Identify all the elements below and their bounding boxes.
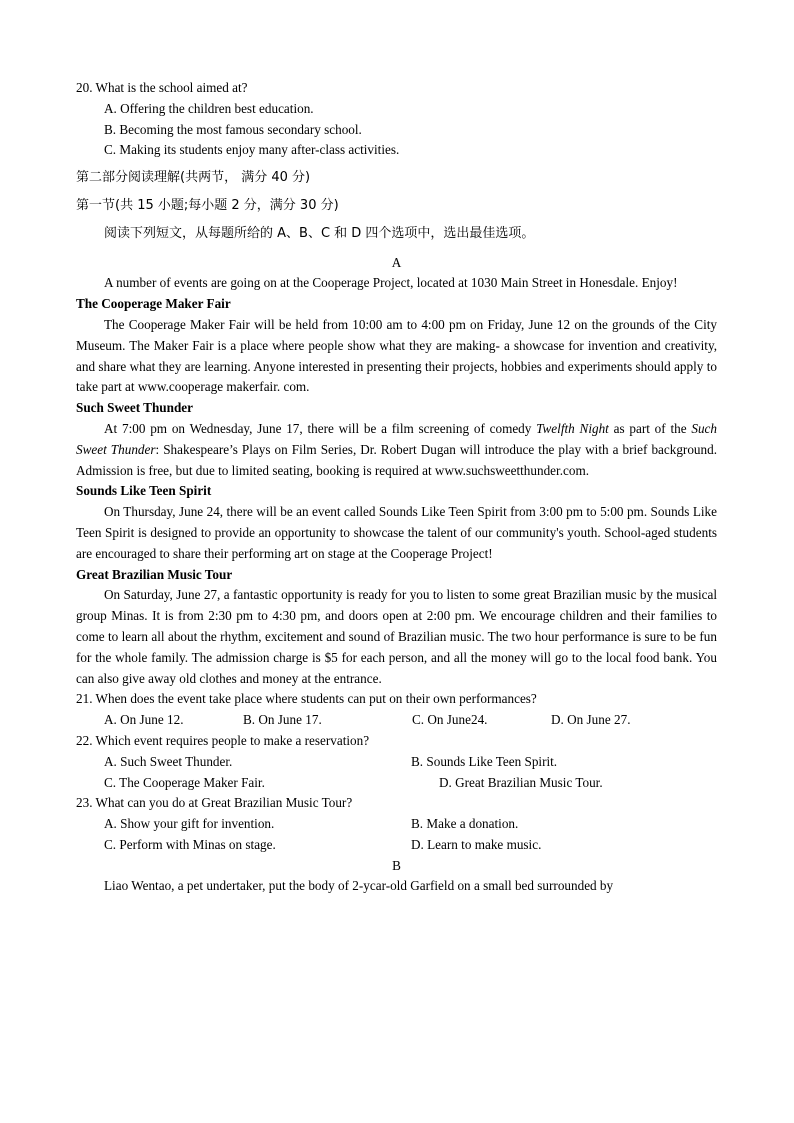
question-21: 21. When does the event take place where students can put on their own performances? [76, 691, 537, 707]
q22-option-b: B. Sounds Like Teen Spirit. [411, 753, 558, 769]
instructions: 阅读下列短文，从每题所给的 A、B、C 和 D 四个选项中，选出最佳选项。 [104, 225, 535, 241]
q22-option-a: A. Such Sweet Thunder. [104, 753, 233, 769]
question-23: 23. What can you do at Great Brazilian Music Tour? [76, 795, 353, 811]
q20-option-a: A. Offering the children best education. [104, 100, 314, 116]
q23-option-a: A. Show your gift for invention. [104, 816, 275, 832]
twelfth-night-title: Twelfth Night [536, 420, 609, 436]
question-22: 22. Which event requires people to make a reservation? [76, 732, 370, 748]
event-text-maker-fair: The Cooperage Maker Fair will be held from 10:00 am to 4:00 pm on Friday, June 12 on the grounds of the City Museum. The Maker Fair is a place where people show what they are making- a showcase for invention and creativity, and share what they are learning. Anyone interested in presenting their projects, hobbies and experiments should apply to take part at www.cooperage makerfair. com. [76, 316, 717, 395]
q21-options [76, 710, 717, 731]
event-title-teen-spirit: Sounds Like Teen Spirit [76, 483, 212, 499]
part2-heading: 第二部分阅读理解(共两节， 满分 40 分) [76, 170, 311, 186]
q22-option-c: C. The Cooperage Maker Fair. [104, 774, 265, 790]
q22-option-d: D. Great Brazilian Music Tour. [439, 774, 603, 790]
q21-option-c: C. On June24. [412, 712, 488, 728]
q22-options-row2 [76, 773, 717, 794]
q23-options-row2 [76, 835, 717, 856]
event-title-maker-fair: The Cooperage Maker Fair [76, 296, 231, 312]
event-text-sweet-thunder [76, 419, 717, 481]
question-20: 20. What is the school aimed at? [76, 80, 248, 95]
event-text-brazilian-tour: On Saturday, June 27, a fantastic opportunity is ready for you to listen to some great Brazilian music by the musical group Minas. It is from 2:30 pm to 4:30 pm, and doors open at 2:00 pm. We encourage children and their families to come to learn all about the rhythm, excitement and sound of Brazilian music. The two hour performance is sure to be fun for the whole family. The admission charge is $5 for each person, and all the money will go to the local food bank. You can also give away old clothes and money at the entrance. [76, 587, 717, 686]
event-text-teen-spirit: On Thursday, June 24, there will be an event called Sounds Like Teen Spirit from 3:00 pm to 5:00 pm. Sounds Like Teen Spirit is designed to provide an opportunity to showcase the talent of our community's youth. School-aged students are encouraged to share their performing art on stage at the Cooperage Project! [76, 504, 717, 561]
q21-option-d: D. On June 27. [551, 712, 631, 728]
passage-a-intro: A number of events are going on at the Cooperage Project, located at 1030 Main Street in Honesdale. Enjoy! [104, 275, 678, 291]
q21-option-b: B. On June 17. [243, 712, 322, 728]
sweet-thunder-text-3: : Shakespeare’s Plays on Film Series, Dr. Robert Dugan will introduce the play with a brief background. Admission is free, but due to limited seating, booking is required at www.suchsweetthunder.com. [76, 441, 717, 478]
passage-a-label: A [391, 254, 402, 270]
q23-option-c: C. Perform with Minas on stage. [104, 836, 276, 852]
event-title-sweet-thunder: Such Sweet Thunder [76, 400, 194, 416]
q23-options-row1 [76, 814, 717, 835]
exam-page [76, 78, 717, 897]
passage-b-text: Liao Wentao, a pet undertaker, put the body of 2-ycar-old Garfield on a small bed surrounded by [104, 878, 614, 894]
q21-option-a: A. On June 12. [104, 712, 184, 728]
sweet-thunder-text-2: as part of the [608, 420, 692, 436]
such-sweet-thunder-title: Such Sweet Thunder [76, 420, 717, 457]
passage-b-label: B [392, 857, 401, 873]
q23-option-b: B. Make a donation. [411, 816, 519, 832]
section1-heading: 第一节(共 15 小题;每小题 2 分，满分 30 分) [76, 197, 339, 213]
sweet-thunder-text-1: At 7:00 pm on Wednesday, June 17, there will be a film screening of comedy [104, 420, 537, 436]
q22-options-row1 [76, 752, 717, 773]
q20-option-b: B. Becoming the most famous secondary school. [104, 121, 362, 137]
event-title-brazilian-tour: Great Brazilian Music Tour [76, 566, 233, 582]
q23-option-d: D. Learn to make music. [411, 836, 542, 852]
q20-option-c: C. Making its students enjoy many after-class activities. [104, 142, 400, 158]
